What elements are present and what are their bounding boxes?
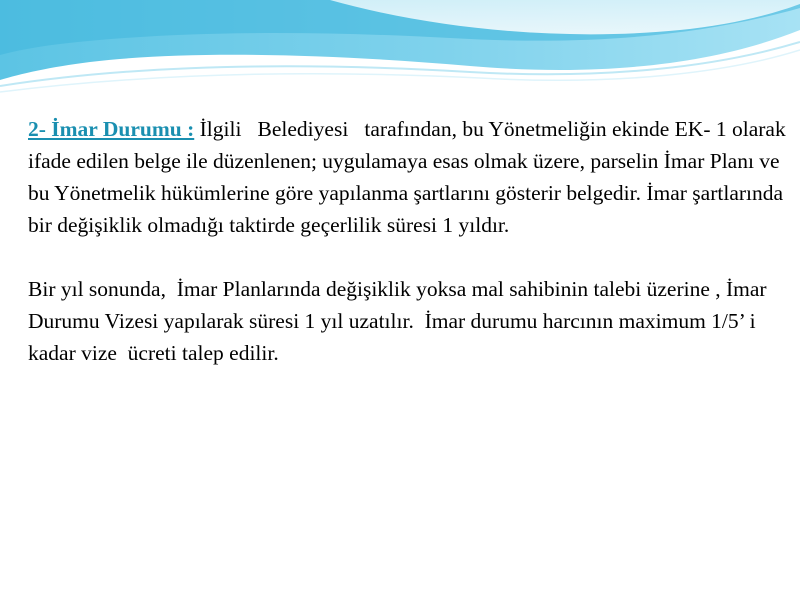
header-wave-decoration (0, 0, 800, 110)
paragraph-imar-durumu (28, 113, 798, 241)
paragraph-vize: Bir yıl sonunda, İmar Planlarında değişiklik yoksa mal sahibinin talebi üzerine , İmar Durumu Vizesi yapılarak süresi 1 yıl uzatılır. İmar durumu harcının maximum 1/5’ i kadar vize ücreti talep edilir. (28, 277, 772, 365)
section-heading: 2- İmar Durumu : (28, 117, 195, 141)
slide-body (28, 113, 798, 369)
paragraph-1-text: İlgili Belediyesi tarafından, bu Yönetmeliğin ekinde EK- 1 olarak ifade edilen belge ile düzenlenen; uygulamaya esas olmak üzere, parselin İmar Planı ve bu Yönetmelik hükümlerine göre yapılanma şartlarını gösterir belgedir. İmar şartlarında bir değişiklik olmadığı taktirde geçerlilik süresi 1 yıldır. (28, 117, 792, 237)
